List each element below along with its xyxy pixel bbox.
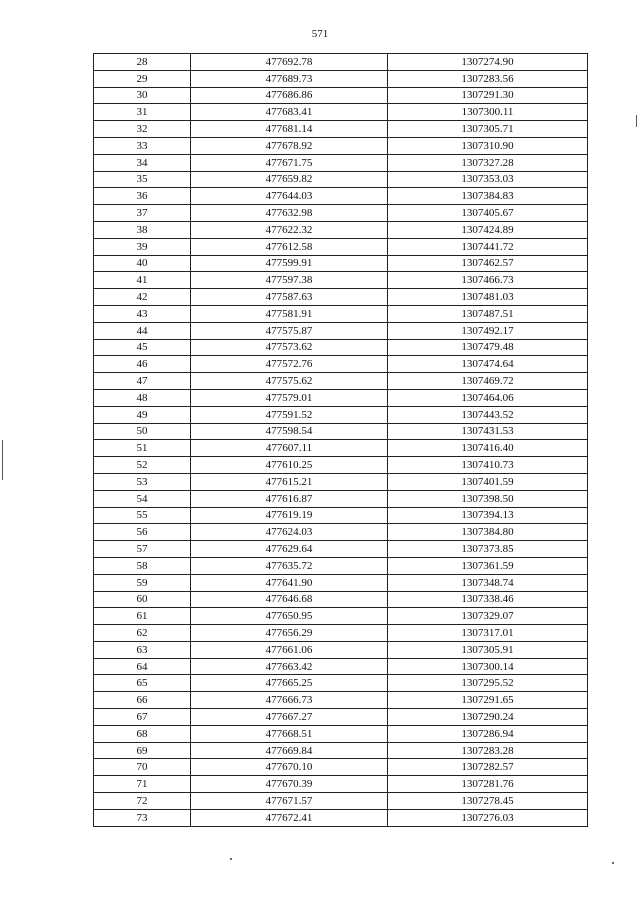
table-row <box>94 759 588 776</box>
point-number-cell: 63 <box>94 641 191 658</box>
point-number-cell: 72 <box>94 793 191 810</box>
right-margin-mark <box>636 115 637 127</box>
table-row <box>94 574 588 591</box>
point-number-cell: 38 <box>94 221 191 238</box>
point-number-cell: 41 <box>94 272 191 289</box>
y-coordinate-cell: 1307291.30 <box>388 87 588 104</box>
x-coordinate-cell: 477575.62 <box>191 373 388 390</box>
table-row <box>94 776 588 793</box>
table-row <box>94 221 588 238</box>
point-number-cell: 55 <box>94 507 191 524</box>
point-number-cell: 48 <box>94 389 191 406</box>
x-coordinate-cell: 477689.73 <box>191 70 388 87</box>
point-number-cell: 70 <box>94 759 191 776</box>
point-number-cell: 35 <box>94 171 191 188</box>
y-coordinate-cell: 1307310.90 <box>388 137 588 154</box>
x-coordinate-cell: 477616.87 <box>191 490 388 507</box>
point-number-cell: 29 <box>94 70 191 87</box>
point-number-cell: 57 <box>94 541 191 558</box>
x-coordinate-cell: 477591.52 <box>191 406 388 423</box>
point-number-cell: 54 <box>94 490 191 507</box>
x-coordinate-cell: 477670.39 <box>191 776 388 793</box>
x-coordinate-cell: 477661.06 <box>191 641 388 658</box>
x-coordinate-cell: 477629.64 <box>191 541 388 558</box>
x-coordinate-cell: 477599.91 <box>191 255 388 272</box>
point-number-cell: 36 <box>94 188 191 205</box>
y-coordinate-cell: 1307286.94 <box>388 725 588 742</box>
y-coordinate-cell: 1307443.52 <box>388 406 588 423</box>
table-row <box>94 709 588 726</box>
x-coordinate-cell: 477619.19 <box>191 507 388 524</box>
y-coordinate-cell: 1307274.90 <box>388 54 588 71</box>
table-row <box>94 356 588 373</box>
point-number-cell: 43 <box>94 305 191 322</box>
x-coordinate-cell: 477663.42 <box>191 658 388 675</box>
x-coordinate-cell: 477622.32 <box>191 221 388 238</box>
table-row <box>94 373 588 390</box>
y-coordinate-cell: 1307317.01 <box>388 625 588 642</box>
x-coordinate-cell: 477646.68 <box>191 591 388 608</box>
point-number-cell: 62 <box>94 625 191 642</box>
table-row <box>94 188 588 205</box>
y-coordinate-cell: 1307338.46 <box>388 591 588 608</box>
x-coordinate-cell: 477659.82 <box>191 171 388 188</box>
scan-dot <box>230 858 232 860</box>
x-coordinate-cell: 477612.58 <box>191 238 388 255</box>
table-row <box>94 557 588 574</box>
table-row <box>94 625 588 642</box>
point-number-cell: 56 <box>94 524 191 541</box>
table-row <box>94 389 588 406</box>
table-row <box>94 507 588 524</box>
table-row <box>94 121 588 138</box>
x-coordinate-cell: 477672.41 <box>191 809 388 826</box>
y-coordinate-cell: 1307481.03 <box>388 289 588 306</box>
table-row <box>94 541 588 558</box>
x-coordinate-cell: 477669.84 <box>191 742 388 759</box>
x-coordinate-cell: 477607.11 <box>191 440 388 457</box>
y-coordinate-cell: 1307281.76 <box>388 776 588 793</box>
y-coordinate-cell: 1307492.17 <box>388 322 588 339</box>
point-number-cell: 58 <box>94 557 191 574</box>
table-row <box>94 440 588 457</box>
x-coordinate-cell: 477650.95 <box>191 608 388 625</box>
table-row <box>94 238 588 255</box>
y-coordinate-cell: 1307329.07 <box>388 608 588 625</box>
y-coordinate-cell: 1307462.57 <box>388 255 588 272</box>
point-number-cell: 42 <box>94 289 191 306</box>
point-number-cell: 61 <box>94 608 191 625</box>
left-margin-mark <box>2 440 3 480</box>
point-number-cell: 47 <box>94 373 191 390</box>
table-row <box>94 675 588 692</box>
table-row <box>94 473 588 490</box>
y-coordinate-cell: 1307300.11 <box>388 104 588 121</box>
x-coordinate-cell: 477572.76 <box>191 356 388 373</box>
y-coordinate-cell: 1307295.52 <box>388 675 588 692</box>
table-row <box>94 524 588 541</box>
point-number-cell: 30 <box>94 87 191 104</box>
point-number-cell: 64 <box>94 658 191 675</box>
point-number-cell: 39 <box>94 238 191 255</box>
x-coordinate-cell: 477671.75 <box>191 154 388 171</box>
y-coordinate-cell: 1307398.50 <box>388 490 588 507</box>
x-coordinate-cell: 477635.72 <box>191 557 388 574</box>
table-row <box>94 490 588 507</box>
x-coordinate-cell: 477632.98 <box>191 205 388 222</box>
y-coordinate-cell: 1307361.59 <box>388 557 588 574</box>
y-coordinate-cell: 1307283.28 <box>388 742 588 759</box>
y-coordinate-cell: 1307384.80 <box>388 524 588 541</box>
page-number: 571 <box>311 28 329 40</box>
table-row <box>94 322 588 339</box>
table-row <box>94 591 588 608</box>
y-coordinate-cell: 1307405.67 <box>388 205 588 222</box>
y-coordinate-cell: 1307474.64 <box>388 356 588 373</box>
coordinates-table <box>93 53 588 827</box>
x-coordinate-cell: 477656.29 <box>191 625 388 642</box>
point-number-cell: 28 <box>94 54 191 71</box>
point-number-cell: 37 <box>94 205 191 222</box>
x-coordinate-cell: 477668.51 <box>191 725 388 742</box>
table-row <box>94 289 588 306</box>
y-coordinate-cell: 1307278.45 <box>388 793 588 810</box>
point-number-cell: 73 <box>94 809 191 826</box>
table-row <box>94 171 588 188</box>
y-coordinate-cell: 1307431.53 <box>388 423 588 440</box>
y-coordinate-cell: 1307305.71 <box>388 121 588 138</box>
x-coordinate-cell: 477670.10 <box>191 759 388 776</box>
y-coordinate-cell: 1307394.13 <box>388 507 588 524</box>
table-row <box>94 725 588 742</box>
y-coordinate-cell: 1307327.28 <box>388 154 588 171</box>
point-number-cell: 67 <box>94 709 191 726</box>
y-coordinate-cell: 1307469.72 <box>388 373 588 390</box>
x-coordinate-cell: 477692.78 <box>191 54 388 71</box>
y-coordinate-cell: 1307276.03 <box>388 809 588 826</box>
point-number-cell: 60 <box>94 591 191 608</box>
point-number-cell: 50 <box>94 423 191 440</box>
table-row <box>94 70 588 87</box>
point-number-cell: 32 <box>94 121 191 138</box>
table-row <box>94 87 588 104</box>
x-coordinate-cell: 477624.03 <box>191 524 388 541</box>
x-coordinate-cell: 477615.21 <box>191 473 388 490</box>
table-row <box>94 457 588 474</box>
y-coordinate-cell: 1307416.40 <box>388 440 588 457</box>
point-number-cell: 69 <box>94 742 191 759</box>
point-number-cell: 65 <box>94 675 191 692</box>
table-row <box>94 272 588 289</box>
table-row <box>94 658 588 675</box>
point-number-cell: 46 <box>94 356 191 373</box>
table-row <box>94 423 588 440</box>
point-number-cell: 45 <box>94 339 191 356</box>
table-row <box>94 54 588 71</box>
x-coordinate-cell: 477686.86 <box>191 87 388 104</box>
x-coordinate-cell: 477665.25 <box>191 675 388 692</box>
point-number-cell: 52 <box>94 457 191 474</box>
point-number-cell: 34 <box>94 154 191 171</box>
x-coordinate-cell: 477575.87 <box>191 322 388 339</box>
y-coordinate-cell: 1307305.91 <box>388 641 588 658</box>
point-number-cell: 51 <box>94 440 191 457</box>
coordinates-table-body <box>94 54 588 827</box>
table-row <box>94 793 588 810</box>
scan-dot <box>612 862 614 864</box>
point-number-cell: 31 <box>94 104 191 121</box>
y-coordinate-cell: 1307282.57 <box>388 759 588 776</box>
x-coordinate-cell: 477678.92 <box>191 137 388 154</box>
y-coordinate-cell: 1307466.73 <box>388 272 588 289</box>
y-coordinate-cell: 1307424.89 <box>388 221 588 238</box>
x-coordinate-cell: 477644.03 <box>191 188 388 205</box>
x-coordinate-cell: 477641.90 <box>191 574 388 591</box>
point-number-cell: 66 <box>94 692 191 709</box>
point-number-cell: 44 <box>94 322 191 339</box>
y-coordinate-cell: 1307373.85 <box>388 541 588 558</box>
x-coordinate-cell: 477610.25 <box>191 457 388 474</box>
table-row <box>94 742 588 759</box>
y-coordinate-cell: 1307290.24 <box>388 709 588 726</box>
y-coordinate-cell: 1307410.73 <box>388 457 588 474</box>
x-coordinate-cell: 477683.41 <box>191 104 388 121</box>
y-coordinate-cell: 1307479.48 <box>388 339 588 356</box>
x-coordinate-cell: 477681.14 <box>191 121 388 138</box>
y-coordinate-cell: 1307487.51 <box>388 305 588 322</box>
table-row <box>94 641 588 658</box>
table-row <box>94 339 588 356</box>
x-coordinate-cell: 477597.38 <box>191 272 388 289</box>
y-coordinate-cell: 1307353.03 <box>388 171 588 188</box>
table-row <box>94 692 588 709</box>
x-coordinate-cell: 477587.63 <box>191 289 388 306</box>
x-coordinate-cell: 477579.01 <box>191 389 388 406</box>
table-row <box>94 154 588 171</box>
table-row <box>94 255 588 272</box>
table-row <box>94 205 588 222</box>
y-coordinate-cell: 1307300.14 <box>388 658 588 675</box>
y-coordinate-cell: 1307348.74 <box>388 574 588 591</box>
y-coordinate-cell: 1307441.72 <box>388 238 588 255</box>
y-coordinate-cell: 1307283.56 <box>388 70 588 87</box>
y-coordinate-cell: 1307401.59 <box>388 473 588 490</box>
x-coordinate-cell: 477598.54 <box>191 423 388 440</box>
table-row <box>94 406 588 423</box>
x-coordinate-cell: 477667.27 <box>191 709 388 726</box>
point-number-cell: 49 <box>94 406 191 423</box>
table-row <box>94 305 588 322</box>
table-row <box>94 137 588 154</box>
point-number-cell: 71 <box>94 776 191 793</box>
table-row <box>94 104 588 121</box>
point-number-cell: 59 <box>94 574 191 591</box>
point-number-cell: 40 <box>94 255 191 272</box>
y-coordinate-cell: 1307291.65 <box>388 692 588 709</box>
point-number-cell: 68 <box>94 725 191 742</box>
table-row <box>94 809 588 826</box>
y-coordinate-cell: 1307464.06 <box>388 389 588 406</box>
y-coordinate-cell: 1307384.83 <box>388 188 588 205</box>
x-coordinate-cell: 477573.62 <box>191 339 388 356</box>
table-row <box>94 608 588 625</box>
x-coordinate-cell: 477671.57 <box>191 793 388 810</box>
point-number-cell: 53 <box>94 473 191 490</box>
point-number-cell: 33 <box>94 137 191 154</box>
x-coordinate-cell: 477666.73 <box>191 692 388 709</box>
x-coordinate-cell: 477581.91 <box>191 305 388 322</box>
